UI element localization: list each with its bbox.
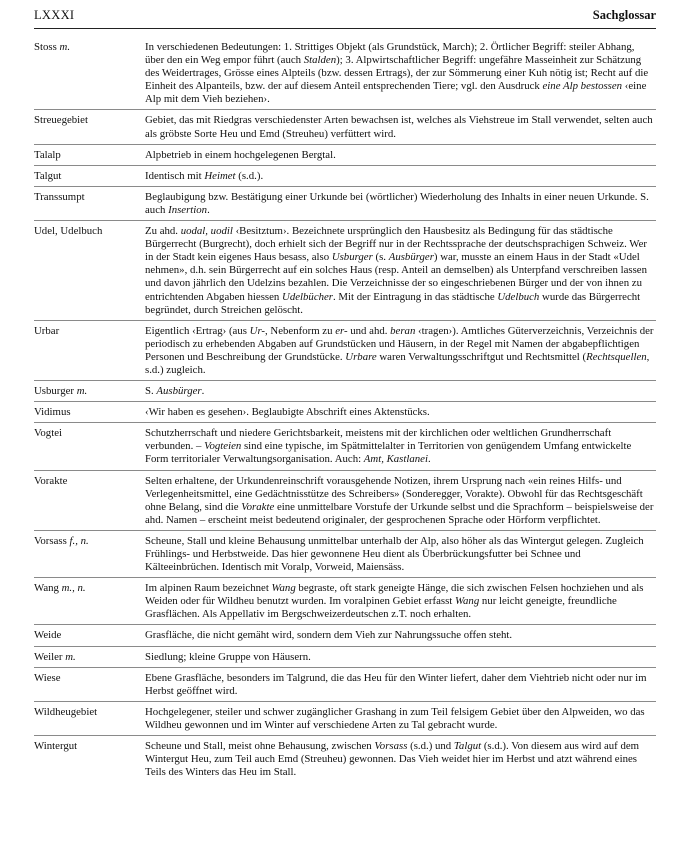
glossary-definition <box>145 114 656 140</box>
glossary-definition <box>145 706 656 732</box>
definition-text: (s.d.). <box>235 169 264 182</box>
glossary-definition <box>145 406 656 419</box>
definition-italic-text: Urbare <box>345 350 377 363</box>
glossary-definition <box>145 149 656 162</box>
definition-text: ‹Besitztum›. Bezeichnete ursprünglich den Hausbesitz als Bedingung für das städtische Bürgerrecht (Burgrecht), doch erhielt sich der Begriff nur in der Rechtssprache der deutschsprachigen Schweiz. Wer in der Stadt kein eigenes Haus besass, also <box>145 225 648 264</box>
glossary-entry <box>34 647 656 668</box>
definition-text: ‹tragen›). Amtliches Güterverzeichnis, Verzeichnis der periodisch zu erhebenden Abgaben auf Grundstücken und Häusern, in der Regel mit Namen der abgabepflichtigen Personen und Beschreibung der Grundstücke. <box>145 324 654 363</box>
definition-text: ‹eine Alp mit dem Vieh beziehen›. <box>145 80 647 106</box>
term-label: Vorsass <box>34 534 67 547</box>
definition-text: Siedlung; kleine Gruppe von Häusern. <box>145 650 311 663</box>
term-label: Weide <box>34 629 62 642</box>
glossary-entry <box>34 381 656 402</box>
glossary-definition <box>145 629 656 642</box>
definition-text: Gebiet, das mit Riedgras verschiedenster Arten bewachsen ist, welches als Viehstreue im Stall verwendet, selten auch als gröbste Sorte Heu und Emd (Streuheu) verfüttert wird. <box>145 114 653 140</box>
definition-italic-text: Usburger <box>331 251 373 264</box>
definition-text: . <box>201 385 205 398</box>
term-label: Wintergut <box>34 740 78 753</box>
glossary-term <box>34 582 145 621</box>
definition-text: (s.d.). Von diesem aus wird auf dem Wintergut Heu, zum Teil auch Emd (Streuheu) gewonnen. Das Vieh weidet hier im Herbst und atzt während eines Teils des Winters das Heu im Stall. <box>145 740 640 779</box>
definition-italic-text: beran <box>390 324 416 337</box>
glossary-entry <box>34 321 656 381</box>
definition-italic-text: eine Alp bestossen <box>542 80 623 93</box>
glossary-definition <box>145 325 656 377</box>
grammar-label: m. <box>59 41 71 53</box>
glossary-table <box>34 37 656 782</box>
definition-text: Schutzherrschaft und niedere Gerichtsbarkeit, meistens mit der kirchlichen oder weltlichen Grundherrschaft verbunden. – <box>145 427 612 453</box>
term-label: Vogtei <box>34 427 62 440</box>
term-label: Talalp <box>34 148 61 161</box>
definition-italic-text: Udelbuch <box>497 290 540 303</box>
glossary-entry <box>34 578 656 625</box>
glossary-definition <box>145 475 656 527</box>
glossary-term <box>34 629 145 642</box>
glossary-entry <box>34 423 656 470</box>
glossary-entry <box>34 37 656 110</box>
definition-italic-text: Amt, Kastlanei <box>363 453 428 466</box>
definition-text: ); 3. Alpwirtschaftlicher Begriff: ungefähre Masseinheit zur Schätzung des Weidertrages, Grösse eines Alpteils (bzw. dessen Ertrags), der zur Sömmerung einer Kuh nötig ist; Recht auf die Einheit des Alpanteils, bzw. der auf diesem Anteil entsprechenden Tiere; vgl. den Ausdruck <box>145 54 649 93</box>
glossary-term <box>34 41 145 106</box>
glossary-entry <box>34 402 656 423</box>
page-number: LXXXI <box>34 8 75 22</box>
term-label: Vidimus <box>34 406 71 419</box>
definition-text: ) war, musste an einem Haus in der Stadt «Udel nehmen», d.h. sein Bürgerrecht auf ein solches Haus (resp. Anteil an demselben) als Unterpfand verschreiben lassen und davon jährlich den Udelzins bezahlen. Die Verzeichnisse der so eingeschriebenen Bürger und der von ihnen zu entrichtenden Abgaben hiessen <box>145 251 647 303</box>
glossary-definition <box>145 740 656 779</box>
definition-text: (s.d.) und <box>407 740 454 753</box>
term-label: Weiler <box>34 650 63 663</box>
term-label: Streuegebiet <box>34 114 88 127</box>
term-label: Transsumpt <box>34 190 85 203</box>
glossary-definition <box>145 582 656 621</box>
term-label: Wiese <box>34 671 61 684</box>
glossary-term <box>34 535 145 574</box>
glossary-definition <box>145 427 656 466</box>
term-label: Wang <box>34 582 59 595</box>
glossary-term <box>34 149 145 162</box>
definition-italic-text: Ausbürger <box>388 251 434 264</box>
definition-text: eine unmittelbare Vorstufe der Urkunde selbst und die Sprachform – beispielsweise der ahd. Namen – erscheint meist bedeutend originaler, der gesprochenen Sprache oder Hörform verpflichtet. <box>145 500 654 526</box>
glossary-definition <box>145 170 656 183</box>
definition-text: Hochgelegener, steiler und schwer zugänglicher Grashang in zum Teil felsigem Gebiet über den Alpweiden, wo das Wildheu gewonnen und im Winter auf verschiedene Arten zu Tal gebracht wurde. <box>145 705 645 731</box>
definition-text: In verschiedenen Bedeutungen: 1. Strittiges Objekt (als Grundstück, March); 2. Örtlicher Begriff: steiler Abhang, über den ein Weg empor führt (auch <box>145 41 635 67</box>
definition-text: nur leicht geneigte, freundliche Grasflächen. Als Appellativ im Bergschweizerdeutschen z.T. noch erhalten. <box>145 595 617 621</box>
term-label: Vorakte <box>34 474 68 487</box>
glossary-definition <box>145 225 656 317</box>
glossary-entry <box>34 736 656 782</box>
glossary-definition <box>145 191 656 217</box>
glossary-entry <box>34 145 656 166</box>
glossary-term <box>34 651 145 664</box>
glossary-entry <box>34 668 656 702</box>
definition-italic-text: Heimet <box>204 169 236 182</box>
glossary-entry <box>34 531 656 578</box>
definition-text: (s. <box>372 251 389 264</box>
glossary-entry <box>34 187 656 221</box>
definition-text: begraste, oft stark geneigte Hänge, die sich zwischen Felsen hochziehen und als Weiden oder für Wildheu benutzt wurden. Im voralpinen Gebiet erfasst <box>145 582 644 608</box>
glossary-term <box>34 385 145 398</box>
definition-text: . <box>427 453 431 466</box>
glossary-entry <box>34 625 656 646</box>
definition-text: Scheune und Stall, meist ohne Behausung, zwischen <box>145 740 375 753</box>
term-label: Usburger <box>34 385 74 398</box>
glossary-term <box>34 406 145 419</box>
definition-italic-text: Wang <box>271 582 296 595</box>
term-label: Udel, Udelbuch <box>34 225 103 238</box>
definition-text: . Mit der Eintragung in das städtische <box>333 290 498 303</box>
grammar-label: m. <box>65 650 76 663</box>
glossary-term <box>34 225 145 317</box>
definition-italic-text: uodal, uodil <box>180 225 233 238</box>
definition-text: waren Verwaltungsschriftgut und Rechtsmittel ( <box>376 350 587 363</box>
glossary-term <box>34 325 145 377</box>
definition-text: Ebene Grasfläche, besonders im Talgrund, die das Heu für den Winter liefert, daher dem Viehtrieb nicht oder nur im Herbst geöffnet wird. <box>145 671 647 697</box>
glossary-term <box>34 475 145 527</box>
definition-italic-text: Rechtsquellen <box>586 350 647 363</box>
glossary-definition <box>145 385 656 398</box>
definition-text: sind eine typische, im Spätmittelalter in Territorien von genügendem Umfang entwickelte Form territorialer Verwaltungsorganisation. Auch: <box>145 440 632 466</box>
definition-text: Alpbetrieb in einem hochgelegenen Bergtal. <box>145 148 336 161</box>
grammar-label: m. <box>76 385 88 398</box>
glossary-term <box>34 170 145 183</box>
glossary-entry <box>34 702 656 736</box>
term-label: Urbar <box>34 324 60 337</box>
glossary-definition <box>145 651 656 664</box>
definition-text: und ahd. <box>347 324 391 337</box>
grammar-label: f., n. <box>69 534 89 547</box>
term-label: Talgut <box>34 169 62 182</box>
definition-italic-text: Ur- <box>249 324 266 337</box>
glossary-definition <box>145 672 656 698</box>
definition-text: wurde das Bürgerrecht begründet, durch Streichen gelöscht. <box>145 290 641 316</box>
glossary-term <box>34 706 145 732</box>
definition-italic-text: Stalden <box>303 54 337 67</box>
glossary-term <box>34 427 145 466</box>
definition-text: Scheune, Stall und kleine Behausung unmittelbar unterhalb der Alp, also höher als das Wintergut gelegen. Zugleich Frühlings- und Herbstweide. Das hier gewonnene Heu dient als Überbrückungsfutter bei Schnee und Kälteeinbrüchen. Identisch mit Voralp, Vorweid, Maiensäss. <box>145 534 644 574</box>
section-title: Sachglossar <box>592 8 656 22</box>
definition-text: Zu ahd. <box>145 225 181 238</box>
definition-text: S. <box>145 385 157 398</box>
glossary-term <box>34 672 145 698</box>
definition-italic-text: Ausbürger <box>156 385 202 398</box>
glossary-definition <box>145 535 656 574</box>
definition-text: , s.d.) zugleich. <box>145 350 650 376</box>
definition-italic-text: Vorakte <box>241 500 275 513</box>
definition-text: Beglaubigung bzw. Bestätigung einer Urkunde bei (wörtlicher) Wiederholung des Inhalts in einer neuen Urkunde. S. auch <box>145 190 649 216</box>
definition-italic-text: Wang <box>455 595 480 608</box>
glossary-entry <box>34 221 656 321</box>
definition-text: Im alpinen Raum bezeichnet <box>145 582 272 595</box>
glossary-term <box>34 114 145 140</box>
term-label: Stoss <box>34 41 57 53</box>
glossary-term <box>34 191 145 217</box>
definition-text: ‹Wir haben es gesehen›. Beglaubigte Abschrift eines Aktenstücks. <box>145 406 430 419</box>
grammar-label: m., n. <box>61 582 86 595</box>
glossary-entry <box>34 166 656 187</box>
definition-italic-text: Talgut <box>453 740 482 753</box>
definition-text: Identisch mit <box>145 169 205 182</box>
definition-text: Selten erhaltene, der Urkundenreinschrift vorausgehende Notizen, ihrem Ursprung nach «ein reines Hilfs- und Verlegenheitsmittel, eine Gedächtnisstütze des Schreibers» (Sonderegger, Vorakte). Obwohl für das Rechtsgeschäft ohne Belang, sind die <box>145 474 643 513</box>
definition-text: . <box>207 203 210 216</box>
glossary-entry <box>34 471 656 531</box>
glossary-entry <box>34 110 656 144</box>
glossary-definition <box>145 41 656 106</box>
page-header <box>34 8 656 29</box>
term-label: Wildheugebiet <box>34 705 98 718</box>
definition-italic-text: er- <box>335 324 348 337</box>
definition-italic-text: Udelbücher <box>282 290 334 303</box>
definition-italic-text: Insertion <box>168 203 208 216</box>
definition-text: , Nebenform zu <box>265 324 336 337</box>
glossary-term <box>34 740 145 779</box>
definition-italic-text: Vorsass <box>374 740 408 753</box>
definition-text: Eigentlich ‹Ertrag› (aus <box>145 324 250 337</box>
definition-text: Grasfläche, die nicht gemäht wird, sondern dem Vieh zur Nahrungssuche offen steht. <box>145 629 513 642</box>
definition-italic-text: Vogteien <box>204 440 242 453</box>
